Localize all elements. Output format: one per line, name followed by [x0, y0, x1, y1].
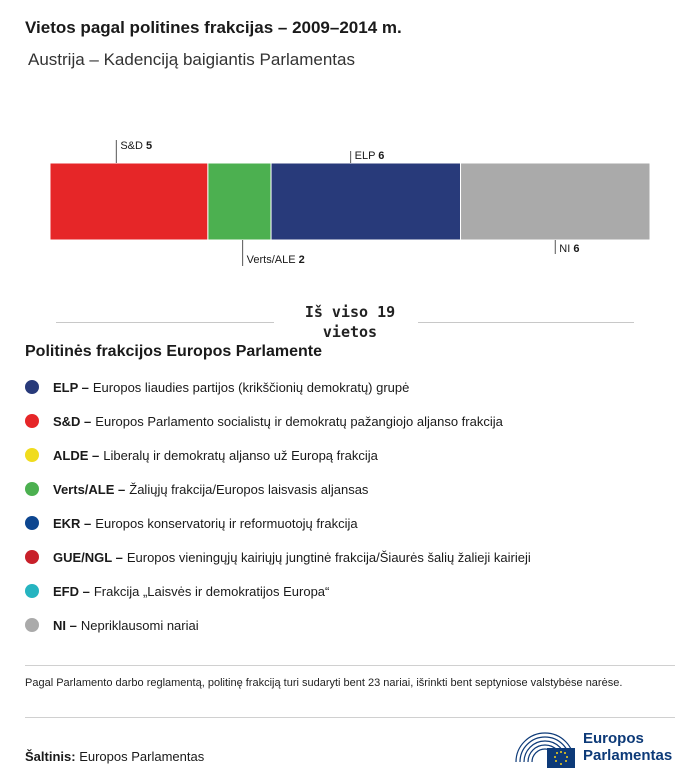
ep-logo-text: Europos Parlamentas — [583, 730, 673, 764]
bar-label: S&D 5 — [120, 140, 153, 152]
legend-dot — [25, 414, 39, 428]
legend-dot — [25, 550, 39, 564]
total-seats-label: Iš viso 19 vietos — [304, 303, 396, 341]
legend-dot — [25, 448, 39, 462]
legend-abbr: Verts/ALE – — [53, 481, 126, 497]
legend — [25, 370, 531, 642]
legend-item — [25, 472, 531, 506]
bar-label: Verts/ALE 2 — [246, 254, 305, 266]
legend-text: Europos vieningųjų kairiųjų jungtinė frakcija/Šiaurės šalių žalieji kairieji — [126, 549, 531, 565]
legend-abbr: NI – — [53, 617, 77, 633]
legend-dot — [25, 380, 39, 394]
legend-abbr: S&D – — [53, 413, 92, 429]
ep-hemicycle-icon — [512, 726, 578, 770]
legend-item — [25, 438, 531, 472]
legend-abbr: ELP – — [53, 379, 89, 395]
legend-text: Europos liaudies partijos (krikščionių demokratų) grupė — [92, 379, 410, 395]
legend-dot — [25, 516, 39, 530]
bar-label: NI 6 — [559, 243, 580, 255]
bar-segment-ni — [461, 163, 650, 240]
divider-bottom — [25, 717, 675, 718]
legend-dot — [25, 482, 39, 496]
legend-item — [25, 608, 531, 642]
bar-segment-verts-ale — [208, 163, 271, 240]
source-label: Šaltinis: — [25, 749, 76, 764]
source-text: Europos Parlamentas — [79, 749, 205, 764]
total-divider-right — [418, 322, 634, 323]
chart-subtitle: Austrija – Kadenciją baigiantis Parlamentas — [28, 50, 355, 69]
divider-top — [25, 665, 675, 666]
legend-dot — [25, 584, 39, 598]
legend-text: Žaliųjų frakcija/Europos laisvasis aljansas — [129, 481, 369, 497]
legend-abbr: GUE/NGL – — [53, 549, 123, 565]
legend-item — [25, 540, 531, 574]
legend-item — [25, 506, 531, 540]
bar-label: ELP 6 — [354, 150, 385, 162]
legend-abbr: EFD – — [53, 583, 90, 599]
legend-item — [25, 404, 531, 438]
legend-item — [25, 370, 531, 404]
source-line — [25, 749, 204, 764]
total-divider-left — [56, 322, 274, 323]
legend-text: Liberalų ir demokratų aljanso už Europą frakcija — [103, 447, 378, 463]
bar-segment-elp — [271, 163, 460, 240]
legend-dot — [25, 618, 39, 632]
chart-title: Vietos pagal politines frakcijas – 2009–2014 m. — [25, 18, 402, 37]
legend-item — [25, 574, 531, 608]
legend-text: Europos konservatorių ir reformuotojų frakcija — [95, 515, 358, 531]
legend-abbr: EKR – — [53, 515, 92, 531]
bar-segment-s-d — [50, 163, 208, 240]
ep-logo — [512, 726, 682, 770]
legend-text: Europos Parlamento socialistų ir demokratų pažangiojo aljanso frakcija — [95, 413, 503, 429]
seat-bar-chart — [0, 130, 700, 275]
legend-abbr: ALDE – — [53, 447, 100, 463]
legend-text: Nepriklausomi nariai — [80, 617, 199, 633]
footnote: Pagal Parlamento darbo reglamentą, politinę frakciją turi sudaryti bent 23 nariai, išrinkti bent septyniose valstybėse narėse. — [25, 677, 623, 689]
legend-text: Frakcija „Laisvės ir demokratijos Europa“ — [93, 583, 330, 599]
legend-title: Politinės frakcijos Europos Parlamente — [25, 343, 322, 360]
